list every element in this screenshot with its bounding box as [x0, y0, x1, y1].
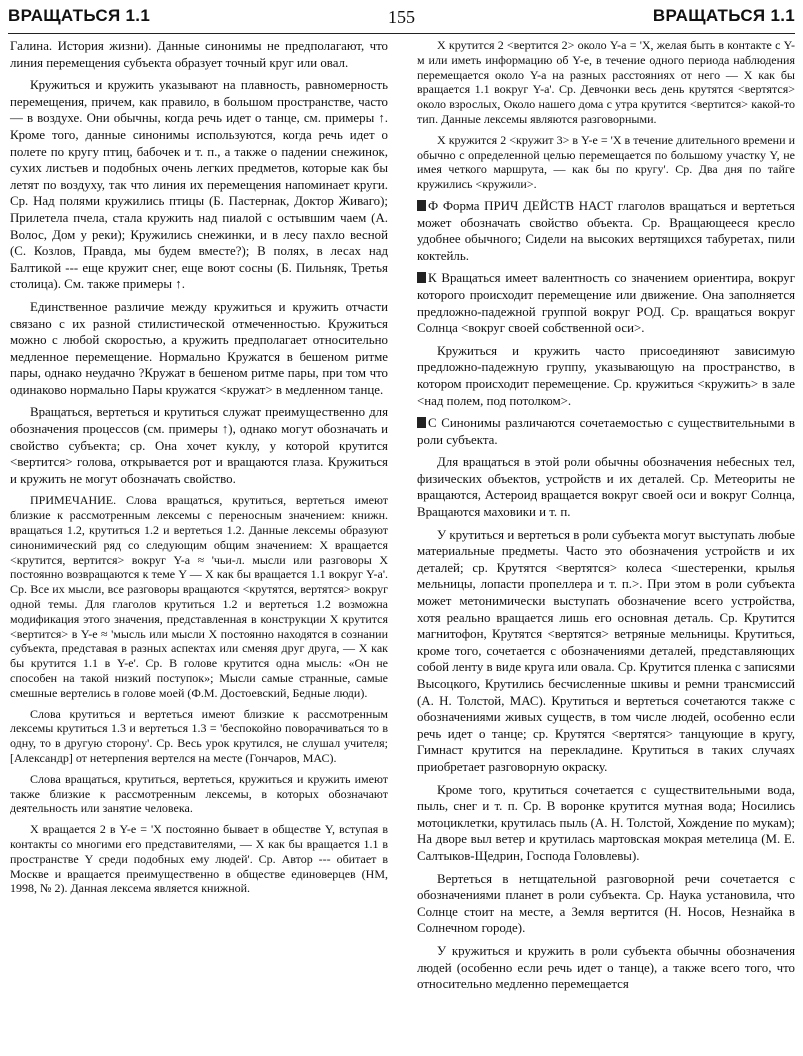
note-paragraph: Слова вращаться, крутиться, вертеться, кружиться и кружить имеют также близкие к рассмотренным лексемы, в которых обозначают деятельность или занятие человека.	[10, 771, 388, 816]
running-header	[8, 2, 795, 32]
note-paragraph: Слова крутиться и вертеться имеют близкие к рассмотренным лексемы крутиться 1.3 и вертеться 1.3 = 'беспокойно поворачиваться то в одну, то в другую сторону'. Ср. Весь урок крутился, не слушал учителя; [Александр] от нетерпения вертелся на месте (Гончаров, МАС).	[10, 706, 388, 765]
paragraph: У крутиться и вертеться в роли субъекта могут выступать любые материальные предметы. Часто это обозначения устройств и их деталей; ср. Крутятся <вертятся> колеса <шестеренки, крылья мельницы, лопасти пропеллера и т. п.>. При этом в роли субъекта может метонимически выступать обозначение всего устройства, хотя реально вращается лишь его основная деталь. Ср. Крутится магнитофон, Крутятся <вертятся> ветряные мельницы. Крутиться, кроме того, сочетается с обозначениями деталей, представляющих собой ленту в виде круга или овала. Ср. Крутится пленка с записями Высоцкого, Крутились бесчисленные шкивы и ремни трансмиссий (А. Н. Толстой, МАС). Крутиться и вертеться сочетаются также с обозначениями живых существ, в том числе людей, особенно если речь идет о танце; ср. Крутятся <вертятся> танцующие в кругу, Гимнаст крутится на перекладине. Крутиться в таких случаях приобретает разговорную окраску.	[417, 527, 795, 774]
paragraph: Вертеться в нетщательной разговорной речи сочетается с обозначениями планет в роли субъекта. Ср. Наука установила, что Солнце стоит на месте, а Земля вертится (Н. Носов, Незнайка в Солнечном городе).	[417, 871, 795, 936]
paragraph: Единственное различие между кружиться и кружить отчасти связано с их разной стилистической отмеченностью. Кружиться можно с любой скоростью, а кружить предполагает относительно медленное перемещение. Нормально Кружатся в бешеном ритме пары, однако неудачно ?Кружат в бешеном ритме пары, при том что одинаково нормально Пары кружатся <кружат> в медленном танце.	[10, 299, 388, 397]
zone-paragraph-collocation	[417, 415, 795, 448]
note-paragraph: ПРИМЕЧАНИЕ. Слова вращаться, крутиться, вертеться имеют близкие к рассмотренным лексемы с переносным значением: книжн. вращаться 1.2, крутиться 1.2 и вертеться 1.2. Данные лексемы образуют синонимический ряд со следующим общим значением: X вращается <крутится, вертится> вокруг Y-а ≈ 'чьи-л. мысли или разговоры X постоянно возвращаются к теме Y — X как бы вращается 1.1 вокруг Y-а'. Ср. Все их мысли, все разговоры вращаются <крутятся, вертятся> вокруг одной темы. Для глаголов крутиться 1.2 и вертеться 1.2 возможна модификация этого значения, представленная в конструкции X крутится <вертится> в Y-е ≈ 'мысль или мысли X постоянно находятся в сознании субъекта, представая в разных аспектах или сменяя друг друга, — X как бы крутится 1.1 в Y-е'. Ср. В голове крутится одна мысль: «Он не способен на такой низкий поступок»; Мысли самые странные, самые смешные вертелись в голове моей (Ф.М. Достоевский, Бедные люди).	[10, 493, 388, 700]
paragraph-text: К Вращаться имеет валентность со значением ориентира, вокруг которого происходит перемещение или движение. Она заполняется предложно-падежной группой вокруг РОД. Ср. вращаться вокруг Солнца <вокруг своей собственной оси>.	[417, 271, 795, 336]
note-paragraph: X вращается 2 в Y-е = 'X постоянно бывает в обществе Y, вступая в контакты со многими его представителями, — X как бы вращается 1.1 в пространстве Y среди подобных ему людей'. Ср. Автор --- обитает в Москве и вращается преимущественно в обществе единоверцев (НМ, 1998, № 2). Данная лексема является книжной.	[10, 822, 388, 896]
paragraph: Кроме того, крутиться сочетается с существительными вода, пыль, снег и т. п. Ср. В воронке крутится мутная вода; Носились мотоциклетки, крутилась пыль (А. Н. Толстой, Хождение по мукам); На дворе выл ветер и крутилась мартовская мокрая метелица (М. Е. Салтыков-Щедрин, Господа Головлевы).	[417, 782, 795, 863]
note-paragraph: X крутится 2 <вертится 2> около Y-а = 'X, желая быть в контакте с Y-м или иметь информацию об Y-е, в течение одного периода наблюдения перемещается около Y-а на разных расстояниях от него — X как бы вращается 1.1 вокруг Y-а'. Ср. Девчонки весь день крутятся <вертятся> около взрослых, Около нашего дома с утра крутится <вертится> какой-то тип. Данные лексемы являются разговорными.	[417, 38, 795, 126]
paragraph: У кружиться и кружить в роли субъекта обычны обозначения людей (особенно если речь идет о танце), а также всего того, что относительно медленно перемещается	[417, 943, 795, 992]
right-column	[417, 38, 795, 999]
paragraph: Кружиться и кружить часто присоединяют зависимую предложно-падежную группу, указывающую на пространство, в котором происходит перемещение. Ср. кружиться <кружить> в зале <над полем, под потолком>.	[417, 343, 795, 408]
zone-marker-icon	[417, 417, 426, 428]
paragraph-text: С Синонимы различаются сочетаемостью с существительными в роли субъекта.	[417, 416, 795, 447]
header-left-title: ВРАЩАТЬСЯ 1.1	[8, 6, 151, 25]
paragraph: Вращаться, вертеться и крутиться служат преимущественно для обозначения процессов (см. примеры ↑), однако могут обозначать и свойство субъекта; ср. Она хочет куклу, у которой крутится <вертится> голова, открывается рот и вращаются глаза. Кружиться и кружить не могут обозначать свойство.	[10, 405, 388, 486]
left-column	[10, 38, 388, 902]
note-paragraph: X кружится 2 <кружит 3> в Y-е = 'X в течение длительного времени и обычно с определенной целью перемещается по большому участку Y, не имея четкого маршрута, — как бы по кругу'. Ср. Два дня по тайге кружились <кружили>.	[417, 132, 795, 192]
zone-marker-icon	[417, 200, 426, 211]
header-right-title: ВРАЩАТЬСЯ 1.1	[652, 6, 795, 25]
zone-marker-icon	[417, 272, 426, 283]
paragraph: Для вращаться в этой роли обычны обозначения небесных тел, физических объектов, устройств и их деталей. Ср. Метеориты не вращаются, Астероид вращается вокруг своей оси и вокруг Солнца, Вращаются маховики и т. п.	[417, 455, 795, 520]
paragraph: Кружиться и кружить указывают на плавность, равномерность перемещения, причем, как правило, в большом пространстве, часто — в воздухе. Они обычны, когда речь идет о танце, см. примеры ↑. Кроме того, данные синонимы используются, когда речь идет о полете по кругу птиц, бабочек и т. п., а также о падении снежинок, сухих листьев и подобных очень легких предметов, которые как бы летят по воздуху, так что линия их перемещения напоминает круги. Ср. Над полями кружились птицы (Б. Пастернак, Доктор Живаго); Прилетела пчела, стала кружить над пиалой с остывшим чаем (А. Волос, Дом у реки); Кружились снежинки, и в лесу пахло весной (С. Козлов, Правда, мы будем вместе?); В полях, в лесах над Балтикой --- еще кружит снег, еще воют сосны (Б. Пильняк, Третья столица). См. также примеры ↑.	[10, 78, 388, 292]
zone-paragraph-form	[417, 198, 795, 264]
header-rule	[8, 33, 795, 34]
zone-paragraph-construction	[417, 270, 795, 336]
paragraph-text: Ф Форма ПРИЧ ДЕЙСТВ НАСТ глаголов вращаться и вертеться может обозначать свойство объекта. Ср. Вращающееся кресло удобнее обычного; Сидели на высоких вертящихся табуретах, пили коктейль.	[417, 198, 795, 263]
page-number: 155	[388, 7, 415, 27]
paragraph: Галина. История жизни). Данные синонимы не предполагают, что линия перемещения субъекта образует точный круг или овал.	[10, 39, 388, 70]
